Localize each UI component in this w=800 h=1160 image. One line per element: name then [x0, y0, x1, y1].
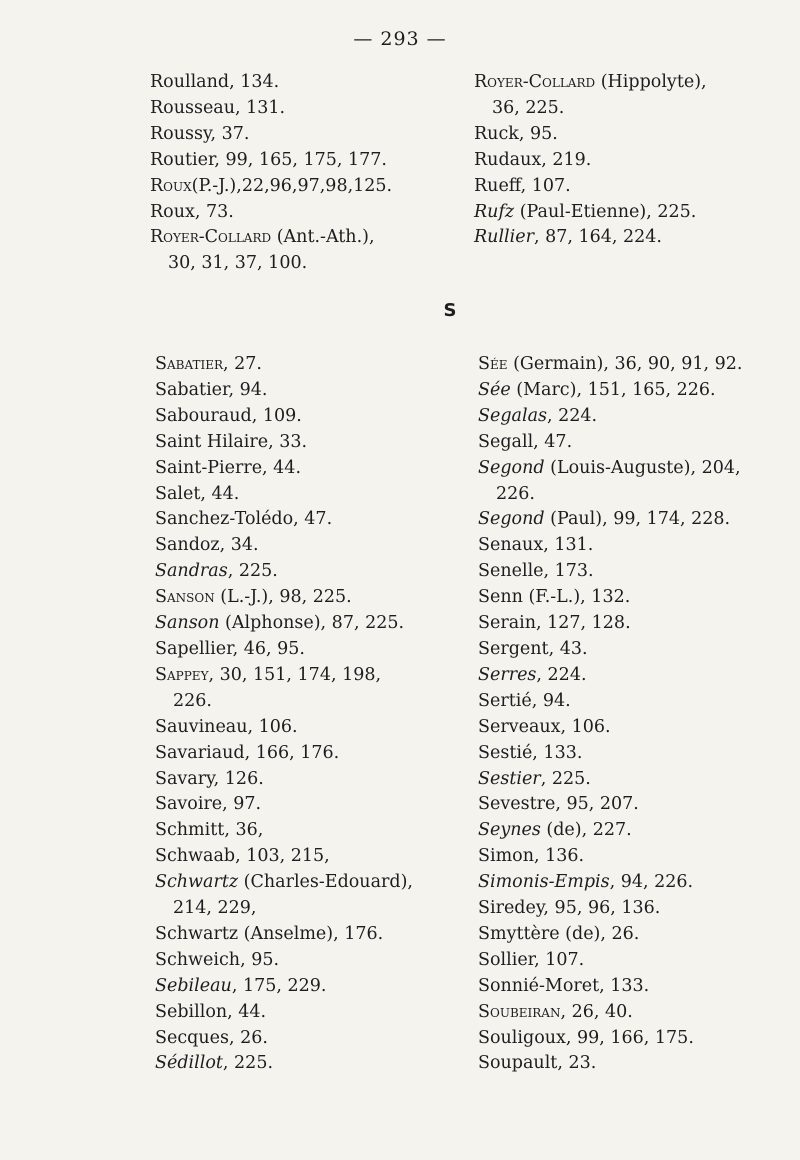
index-entry [478, 689, 798, 715]
index-entry [474, 122, 794, 148]
index-entry-text: Secques, 26. [155, 1027, 268, 1048]
index-entry-text: Serres [478, 664, 537, 685]
index-entry [155, 741, 475, 767]
index-entry-text: Sertié, 94. [478, 690, 571, 711]
index-entry [155, 1026, 475, 1052]
index-entry-text: Saint-Pierre, 44. [155, 457, 302, 478]
index-entry [155, 507, 475, 533]
index-entry-text: Seynes [478, 820, 541, 841]
index-entry-text: , 225. [227, 561, 278, 582]
index-entry-text: 226. [496, 483, 535, 504]
index-entry-text: (L.-J.), 98, 225. [214, 587, 352, 608]
index-entry-text: Soupault, 23. [478, 1053, 597, 1074]
index-entry-text: Sergent, 43. [478, 638, 588, 659]
index-entry-text: Simon, 136. [478, 846, 585, 867]
index-entry-text: 36, 225. [492, 97, 565, 118]
index-entry-text: Sabatier, 94. [155, 379, 268, 400]
index-entry-text: (Alphonse), 87, 225. [219, 613, 405, 634]
index-entry-text: Sollier, 107. [478, 949, 585, 970]
index-entry-text: Sabatier [155, 354, 224, 374]
index-entry-text: (Germain), 36, 90, 91, 92. [507, 354, 743, 374]
index-entry-text: Segond [478, 457, 545, 478]
index-entry-text: Sevestre, 95, 207. [478, 794, 639, 815]
index-entry-text: Sandoz, 34. [155, 535, 259, 556]
index-entry [155, 870, 475, 896]
index-entry [155, 689, 475, 715]
index-entry [478, 715, 798, 741]
index-entry-text: Rufz [474, 201, 515, 222]
index-entry-text: Sonnié-Moret, 133. [478, 975, 650, 996]
index-entry-text: Sestier [478, 768, 541, 789]
index-entry [474, 174, 794, 200]
index-column-r-right [474, 70, 794, 251]
index-entry-text: (Paul), 99, 174, 228. [544, 509, 731, 530]
index-entry [478, 870, 798, 896]
index-entry [478, 637, 798, 663]
index-entry [478, 585, 798, 611]
index-entry [478, 1000, 798, 1026]
index-entry [155, 948, 475, 974]
index-entry-text: Senn (F.-L.), 132. [478, 587, 631, 608]
index-entry [155, 974, 475, 1000]
index-entry [478, 663, 798, 689]
page-number: — 293 — [353, 28, 447, 50]
index-entry [155, 663, 475, 689]
index-entry-text: Salet, 44. [155, 483, 240, 504]
index-entry [478, 896, 798, 922]
index-entry-text: Savary, 126. [155, 768, 264, 789]
index-entry [155, 456, 475, 482]
index-entry-text: (Louis-Auguste), 204, [544, 457, 741, 478]
index-entry-text: Sapellier, 46, 95. [155, 638, 305, 659]
index-column-s-left [155, 352, 475, 1077]
index-entry [155, 767, 475, 793]
index-entry [150, 122, 470, 148]
index-entry-text: (de), 227. [540, 820, 632, 841]
index-entry [478, 948, 798, 974]
index-entry [478, 974, 798, 1000]
index-entry-text: Sebillon, 44. [155, 1001, 267, 1022]
index-entry-text: Savoire, 97. [155, 794, 262, 815]
index-entry [478, 404, 798, 430]
index-entry [150, 200, 470, 226]
index-entry-text: (P.-J.),22,96,97,98,125. [191, 175, 393, 196]
index-entry-text: Serain, 127, 128. [478, 613, 631, 634]
index-entry [478, 922, 798, 948]
index-entry [478, 378, 798, 404]
index-entry-text: Sanchez-Tolédo, 47. [155, 509, 333, 530]
index-entry [155, 896, 475, 922]
index-entry-text: Roux, 73. [150, 201, 234, 222]
index-entry-text: , 225. [222, 1053, 274, 1074]
index-entry [155, 611, 475, 637]
index-entry [155, 922, 475, 948]
index-entry [478, 456, 798, 482]
index-entry [150, 96, 470, 122]
index-entry [478, 741, 798, 767]
index-entry-text: Sebileau [155, 975, 232, 996]
section-letter: S [443, 300, 457, 321]
index-entry-text: Senaux, 131. [478, 535, 594, 556]
index-entry [478, 767, 798, 793]
index-entry-text: Smyttère (de), 26. [478, 923, 640, 944]
index-entry [478, 1051, 798, 1077]
index-entry-text: Schweich, 95. [155, 949, 280, 970]
index-entry [155, 430, 475, 456]
index-entry-text: Schwartz (Anselme), 176. [155, 923, 384, 944]
index-entry-text: Segond [478, 509, 545, 530]
index-entry [478, 818, 798, 844]
index-entry-text: 226. [173, 690, 212, 711]
index-entry [478, 430, 798, 456]
index-entry [150, 174, 470, 200]
index-entry [155, 1000, 475, 1026]
index-entry [474, 225, 794, 251]
index-entry [155, 378, 475, 404]
index-entry [478, 559, 798, 585]
index-entry-text: Sée [478, 354, 508, 374]
index-entry [155, 559, 475, 585]
index-entry [474, 148, 794, 174]
index-entry-text: Sestié, 133. [478, 742, 583, 763]
index-entry-text: 30, 31, 37, 100. [168, 253, 308, 274]
index-entry [150, 251, 470, 277]
index-column-s-right [478, 352, 798, 1077]
index-entry-text: Routier, 99, 165, 175, 177. [150, 149, 387, 170]
index-entry-text: Souligoux, 99, 166, 175. [478, 1027, 694, 1048]
index-entry-text: Roulland, 134. [150, 72, 280, 92]
index-entry [478, 507, 798, 533]
index-entry [150, 148, 470, 174]
index-entry [478, 352, 798, 378]
index-entry-text: Sappey [155, 664, 209, 685]
index-entry-text: (Ant.-Ath.), [271, 227, 375, 248]
index-entry [155, 482, 475, 508]
index-entry-text: Sée [478, 379, 511, 400]
index-entry-text: , 225. [540, 768, 591, 789]
index-entry-text: Ruck, 95. [474, 123, 558, 144]
index-column-r-left [150, 70, 470, 277]
index-entry [155, 1051, 475, 1077]
index-entry [155, 637, 475, 663]
index-entry [478, 611, 798, 637]
index-entry-text: Royer-Collard [150, 227, 272, 248]
index-entry-text: Schwaab, 103, 215, [155, 846, 330, 867]
index-entry-text: Rousseau, 131. [150, 97, 286, 118]
index-entry-text: , 224. [536, 664, 587, 685]
index-entry-text: Sabouraud, 109. [155, 405, 302, 426]
index-entry-text: Roux [150, 175, 192, 196]
index-entry [155, 844, 475, 870]
index-entry [478, 482, 798, 508]
index-entry [474, 96, 794, 122]
index-entry-text: Rueff, 107. [474, 175, 571, 196]
index-entry-text: , 26, 40. [560, 1001, 633, 1022]
index-entry-text: Saint Hilaire, 33. [155, 431, 308, 452]
index-entry-text: Serveaux, 106. [478, 716, 611, 737]
index-entry [155, 792, 475, 818]
index-entry [478, 533, 798, 559]
index-entry-text: Soubeiran [478, 1001, 561, 1022]
index-entry-text: (Hippolyte), [595, 72, 707, 92]
index-entry-text: Sauvineau, 106. [155, 716, 298, 737]
index-entry-text: Segall, 47. [478, 431, 573, 452]
index-entry-text: Segalas [478, 405, 547, 426]
index-entry-text: (Charles-Edouard), [238, 872, 413, 893]
index-entry-text: , 175, 229. [231, 975, 327, 996]
index-entry [478, 844, 798, 870]
index-entry-text: , 27. [223, 354, 262, 374]
index-entry [155, 352, 475, 378]
index-entry [155, 585, 475, 611]
index-entry-text: 214, 229, [173, 898, 257, 919]
index-entry-text: Schwartz [155, 872, 239, 893]
index-entry [155, 533, 475, 559]
index-entry-text: , 30, 151, 174, 198, [208, 664, 382, 685]
index-entry-text: , 94, 226. [609, 872, 694, 893]
index-entry-text: Sanson [155, 613, 220, 634]
index-entry-text: Siredey, 95, 96, 136. [478, 898, 661, 919]
index-entry-text: Senelle, 173. [478, 561, 594, 582]
index-entry [478, 792, 798, 818]
index-entry [474, 200, 794, 226]
index-entry [155, 404, 475, 430]
index-entry-text: Schmitt, 36, [155, 820, 264, 841]
index-entry-text: , 224. [547, 405, 598, 426]
index-entry-text: Roussy, 37. [150, 123, 250, 144]
index-entry-text: Simonis-Empis [478, 872, 610, 893]
index-entry-text: Rudaux, 219. [474, 149, 592, 170]
index-entry [150, 70, 470, 96]
index-entry-text: , 87, 164, 224. [533, 227, 662, 248]
index-entry-text: (Marc), 151, 165, 226. [510, 379, 716, 400]
index-entry [150, 225, 470, 251]
index-entry-text: Savariaud, 166, 176. [155, 742, 340, 763]
index-entry-text: Sédillot [155, 1053, 223, 1074]
index-entry [478, 1026, 798, 1052]
index-entry-text: Sandras [155, 561, 228, 582]
index-entry-text: Royer-Collard [474, 72, 596, 92]
index-entry [474, 70, 794, 96]
index-entry-text: Rullier [474, 227, 534, 248]
index-entry [155, 715, 475, 741]
index-entry [155, 818, 475, 844]
index-entry-text: Sanson [155, 587, 215, 608]
index-entry-text: (Paul-Etienne), 225. [514, 201, 697, 222]
